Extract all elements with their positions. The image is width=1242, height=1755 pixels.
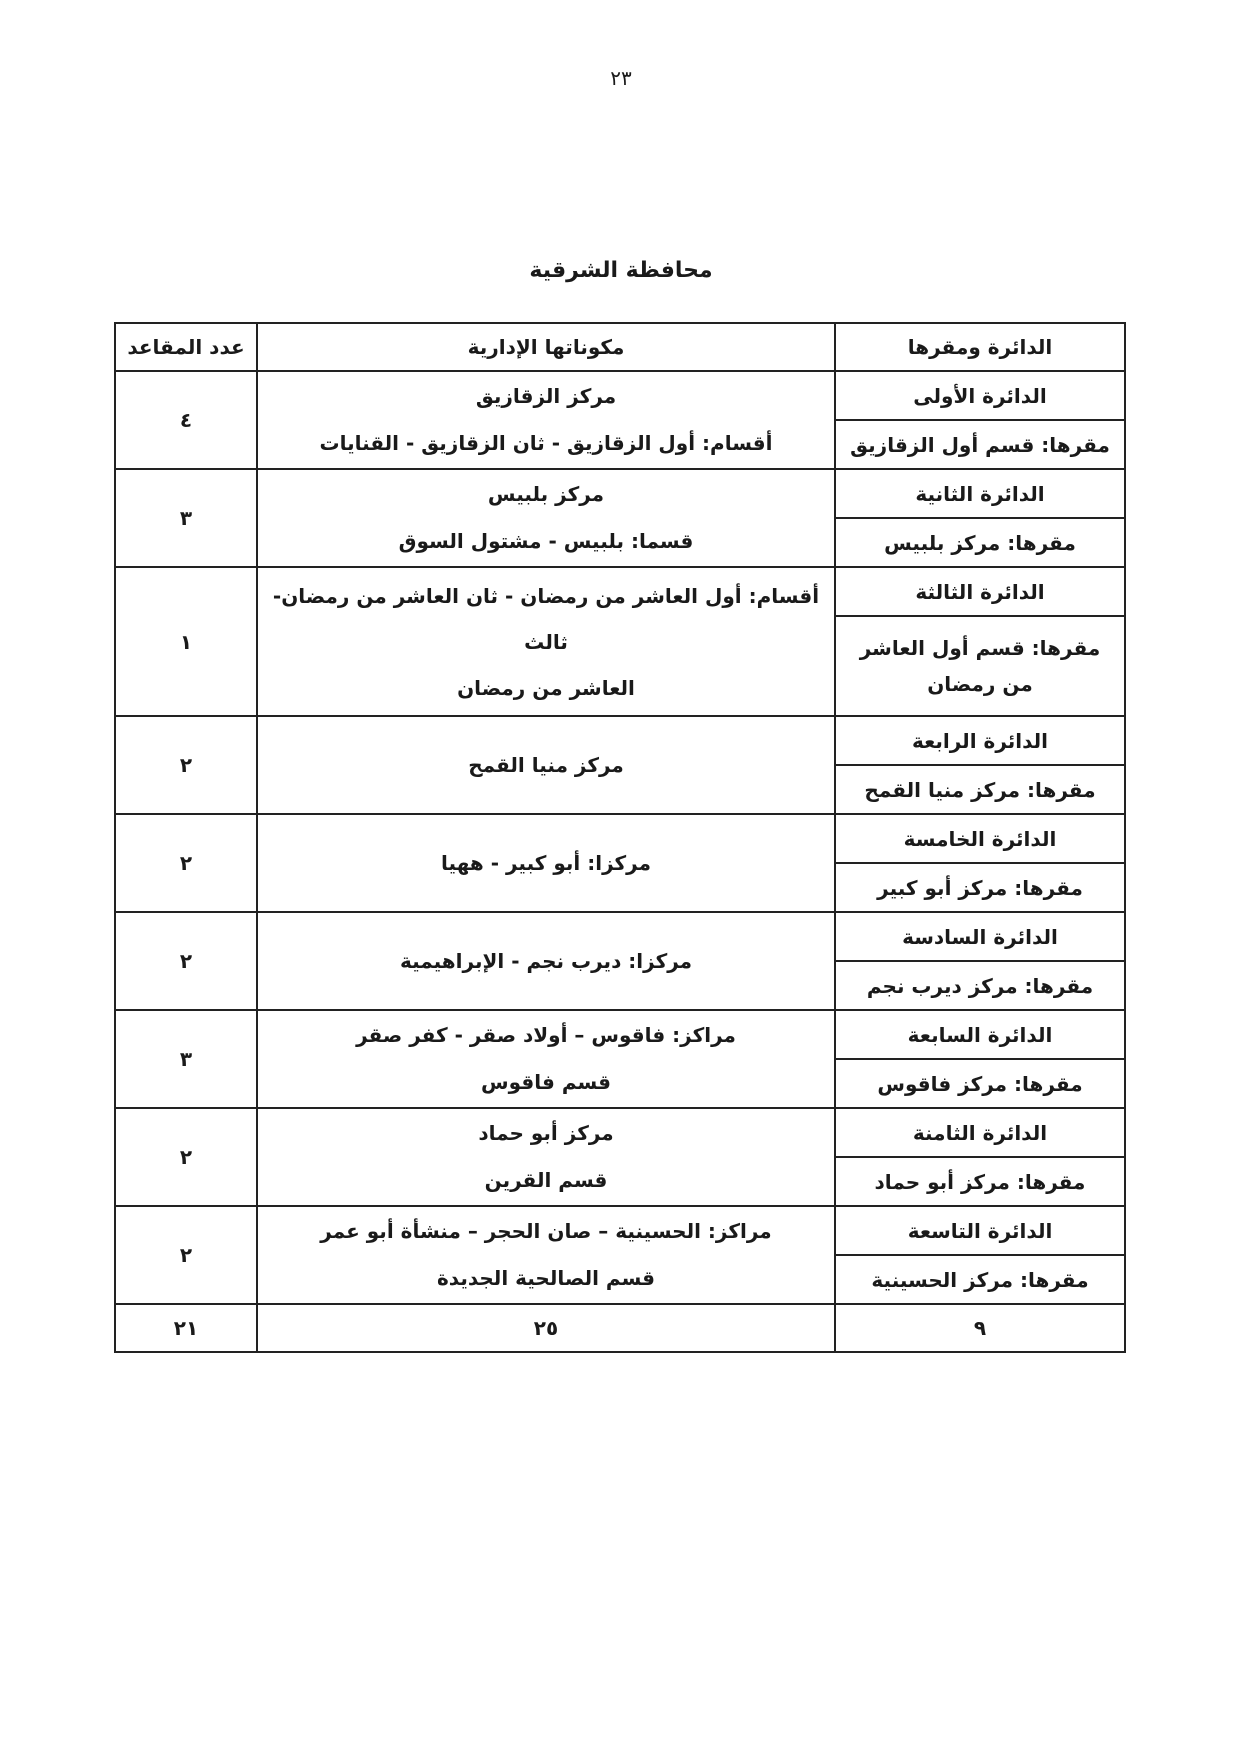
district-name: الدائرة الثانية	[835, 469, 1125, 518]
district-seats: ١	[115, 567, 257, 716]
district-components	[257, 1108, 835, 1206]
component-line: قسم فاقوس	[481, 1070, 611, 1094]
district-seats: ٣	[115, 469, 257, 567]
component-line: العاشر من رمضان	[457, 675, 635, 700]
district-row	[115, 814, 1125, 863]
component-line: قسم القرين	[484, 1168, 608, 1192]
district-seats: ٢	[115, 912, 257, 1010]
component-line: مركز أبو حماد	[478, 1121, 614, 1145]
district-name: الدائرة الخامسة	[835, 814, 1125, 863]
district-name: الدائرة الرابعة	[835, 716, 1125, 765]
header-seats: عدد المقاعد	[115, 323, 257, 371]
component-line: مراكز: فاقوس – أولاد صقر - كفر صقر	[356, 1023, 736, 1047]
district-name: الدائرة الثامنة	[835, 1108, 1125, 1157]
component-line: أقسام: أول الزقازيق - ثان الزقازيق - القنايات	[319, 431, 773, 455]
district-seats: ٢	[115, 1108, 257, 1206]
district-name: الدائرة الثالثة	[835, 567, 1125, 616]
district-seat: مقرها: مركز ديرب نجم	[835, 961, 1125, 1010]
districts-table	[114, 322, 1126, 1353]
page-number: ٢٣	[610, 66, 632, 90]
district-seat: مقرها: قسم أول العاشر من رمضان	[835, 616, 1125, 716]
district-seats: ٣	[115, 1010, 257, 1108]
header-components: مكوناتها الإدارية	[257, 323, 835, 371]
total-districts: ٩	[835, 1304, 1125, 1352]
page-title: محافظة الشرقية	[529, 258, 713, 283]
component-line: مركز منيا القمح	[468, 752, 624, 777]
district-row	[115, 1108, 1125, 1157]
district-name: الدائرة السابعة	[835, 1010, 1125, 1059]
component-line: مركز الزقازيق	[475, 384, 617, 408]
component-line: مراكز: الحسينية – صان الحجر – منشأة أبو عمر	[320, 1219, 772, 1243]
component-line: مركزا: أبو كبير - ههيا	[441, 850, 651, 875]
district-row	[115, 1010, 1125, 1059]
district-row	[115, 912, 1125, 961]
table-header-row	[115, 323, 1125, 371]
district-components	[257, 371, 835, 469]
component-line: قسم الصالحية الجديدة	[436, 1266, 656, 1290]
district-seat: مقرها: مركز بلبيس	[835, 518, 1125, 567]
district-seat: مقرها: مركز فاقوس	[835, 1059, 1125, 1108]
component-line: مركزا: ديرب نجم - الإبراهيمية	[399, 948, 693, 973]
total-components: ٢٥	[257, 1304, 835, 1352]
district-seats: ٢	[115, 814, 257, 912]
district-seat: مقرها: قسم أول الزقازيق	[835, 420, 1125, 469]
header-district: الدائرة ومقرها	[835, 323, 1125, 371]
district-seats: ٤	[115, 371, 257, 469]
district-seats: ٢	[115, 1206, 257, 1304]
totals-row	[115, 1304, 1125, 1352]
district-row	[115, 1206, 1125, 1255]
total-seats: ٢١	[115, 1304, 257, 1352]
district-seat: مقرها: مركز الحسينية	[835, 1255, 1125, 1304]
district-components	[257, 567, 835, 716]
district-components	[257, 716, 835, 814]
district-row	[115, 716, 1125, 765]
district-components	[257, 1010, 835, 1108]
district-components	[257, 1206, 835, 1304]
district-row	[115, 469, 1125, 518]
district-row	[115, 371, 1125, 420]
district-seat: مقرها: مركز أبو حماد	[835, 1157, 1125, 1206]
district-row	[115, 567, 1125, 616]
district-seat: مقرها: مركز منيا القمح	[835, 765, 1125, 814]
component-line: مركز بلبيس	[487, 482, 605, 506]
district-seat: مقرها: مركز أبو كبير	[835, 863, 1125, 912]
district-components	[257, 912, 835, 1010]
district-seats: ٢	[115, 716, 257, 814]
district-components	[257, 469, 835, 567]
component-line: قسما: بلبيس - مشتول السوق	[398, 529, 694, 553]
district-name: الدائرة السادسة	[835, 912, 1125, 961]
component-line: أقسام: أول العاشر من رمضان - ثان العاشر من رمضان- ثالث	[272, 583, 820, 654]
district-name: الدائرة الأولى	[835, 371, 1125, 420]
district-components	[257, 814, 835, 912]
district-name: الدائرة التاسعة	[835, 1206, 1125, 1255]
